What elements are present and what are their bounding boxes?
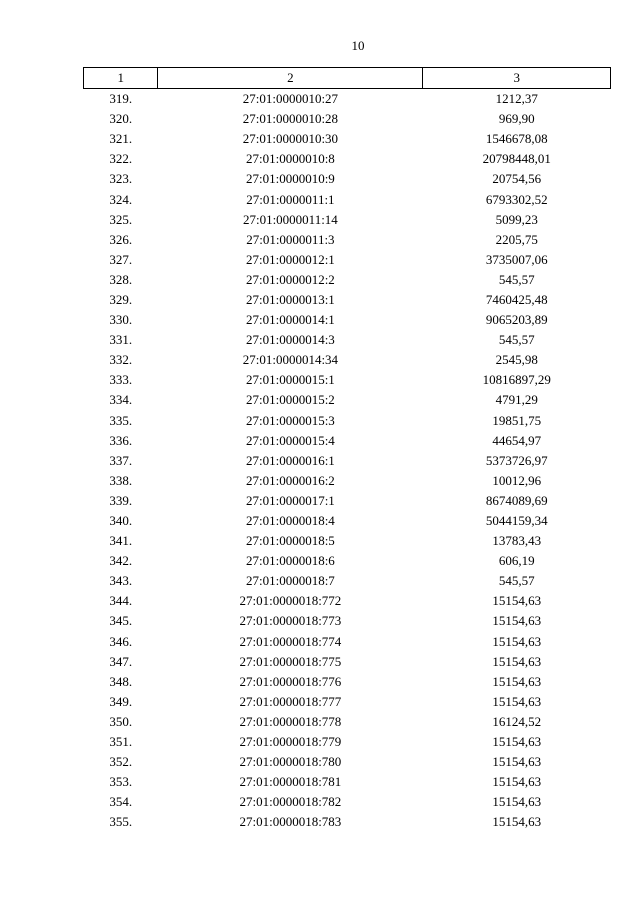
row-number-cell: 334.: [109, 392, 133, 408]
table-row: [84, 531, 611, 551]
cadastral-number-cell: 27:01:0000014:34: [242, 352, 339, 368]
row-number-cell: 332.: [109, 352, 133, 368]
row-number-cell: 337.: [109, 452, 133, 468]
cadastral-number-cell: 27:01:0000010:28: [242, 111, 339, 127]
value-cell: 5099,23: [495, 211, 538, 227]
value-cell: 5044159,34: [485, 513, 548, 529]
table-row: [84, 611, 611, 631]
row-number-cell: 339.: [109, 492, 133, 508]
cadastral-number-cell: 27:01:0000018:781: [239, 774, 342, 790]
cadastral-number-cell: 27:01:0000015:1: [245, 372, 335, 388]
table-row: [84, 792, 611, 812]
cadastral-number-cell: 27:01:0000010:8: [245, 151, 335, 167]
table-row: [84, 129, 611, 149]
cadastral-number-cell: 27:01:0000016:2: [245, 472, 335, 488]
table-row: [84, 511, 611, 531]
value-cell: 16124,52: [492, 713, 542, 729]
table-row: [84, 451, 611, 471]
cadastral-number-cell: 27:01:0000018:783: [239, 814, 342, 830]
cadastral-number-cell: 27:01:0000018:5: [245, 533, 335, 549]
row-number-cell: 355.: [109, 814, 133, 830]
value-cell: 6793302,52: [485, 191, 548, 207]
table-row: [84, 712, 611, 732]
table-row: [84, 250, 611, 270]
cadastral-number-cell: 27:01:0000017:1: [245, 492, 335, 508]
value-cell: 13783,43: [492, 533, 542, 549]
table-row: [84, 692, 611, 712]
value-cell: 15154,63: [492, 814, 542, 830]
row-number-cell: 338.: [109, 472, 133, 488]
value-cell: 8674089,69: [485, 492, 548, 508]
row-number-cell: 343.: [109, 573, 133, 589]
row-number-cell: 329.: [109, 291, 133, 307]
table-body: [84, 89, 611, 833]
value-cell: 545,57: [498, 332, 535, 348]
table-row: [84, 370, 611, 390]
row-number-cell: 327.: [109, 251, 133, 267]
value-cell: 2205,75: [495, 231, 538, 247]
cadastral-number-cell: 27:01:0000014:3: [245, 332, 335, 348]
row-number-cell: 323.: [109, 171, 133, 187]
row-number-cell: 331.: [109, 332, 133, 348]
cadastral-number-cell: 27:01:0000018:772: [239, 593, 342, 609]
cadastral-table: [83, 67, 611, 832]
value-cell: 9065203,89: [485, 312, 548, 328]
value-cell: 15154,63: [492, 774, 542, 790]
value-cell: 545,57: [498, 271, 535, 287]
table-row: [84, 330, 611, 350]
row-number-cell: 354.: [109, 794, 133, 810]
table-row: [84, 169, 611, 189]
cadastral-number-cell: 27:01:0000018:7: [245, 573, 335, 589]
table-row: [84, 149, 611, 169]
row-number-cell: 349.: [109, 693, 133, 709]
table-row: [84, 672, 611, 692]
value-cell: 20798448,01: [482, 151, 551, 167]
cadastral-number-cell: 27:01:0000018:778: [239, 713, 342, 729]
value-cell: 15154,63: [492, 613, 542, 629]
row-number-cell: 351.: [109, 734, 133, 750]
table-row: [84, 189, 611, 209]
row-number-cell: 353.: [109, 774, 133, 790]
cadastral-number-cell: 27:01:0000018:4: [245, 513, 335, 529]
cadastral-number-cell: 27:01:0000011:14: [242, 211, 338, 227]
row-number-cell: 326.: [109, 231, 133, 247]
value-cell: 3735007,06: [485, 251, 548, 267]
cadastral-number-cell: 27:01:0000013:1: [245, 291, 335, 307]
row-number-cell: 345.: [109, 613, 133, 629]
page-number: 10: [351, 38, 365, 53]
value-cell: 10816897,29: [482, 372, 551, 388]
table-row: [84, 591, 611, 611]
value-cell: 15154,63: [492, 794, 542, 810]
cadastral-number-cell: 27:01:0000018:779: [239, 734, 342, 750]
cadastral-number-cell: 27:01:0000010:9: [245, 171, 335, 187]
row-number-cell: 352.: [109, 754, 133, 770]
table-row: [84, 571, 611, 591]
table-row: [84, 290, 611, 310]
cadastral-number-cell: 27:01:0000010:30: [242, 131, 339, 147]
header-col-3: 3: [423, 68, 611, 89]
cadastral-number-cell: 27:01:0000018:775: [239, 653, 342, 669]
table-row: [84, 89, 611, 110]
value-cell: 1212,37: [495, 91, 538, 107]
value-cell: 15154,63: [492, 653, 542, 669]
row-number-cell: 344.: [109, 593, 133, 609]
value-cell: 1546678,08: [485, 131, 548, 147]
value-cell: 15154,63: [492, 593, 542, 609]
row-number-cell: 325.: [109, 211, 133, 227]
value-cell: 15154,63: [492, 734, 542, 750]
table-row: [84, 390, 611, 410]
cadastral-number-cell: 27:01:0000015:3: [245, 412, 335, 428]
table-row: [84, 109, 611, 129]
table-row: [84, 230, 611, 250]
cadastral-number-cell: 27:01:0000014:1: [245, 312, 335, 328]
header-row: [84, 68, 611, 89]
row-number-cell: 346.: [109, 633, 133, 649]
value-cell: 15154,63: [492, 673, 542, 689]
value-cell: 7460425,48: [485, 291, 548, 307]
cadastral-number-cell: 27:01:0000018:773: [239, 613, 342, 629]
value-cell: 15154,63: [492, 633, 542, 649]
row-number-cell: 340.: [109, 513, 133, 529]
table-row: [84, 732, 611, 752]
table-row: [84, 471, 611, 491]
row-number-cell: 342.: [109, 553, 133, 569]
table-row: [84, 411, 611, 431]
value-cell: 20754,56: [492, 171, 542, 187]
row-number-cell: 328.: [109, 271, 133, 287]
row-number-cell: 321.: [109, 131, 133, 147]
row-number-cell: 320.: [109, 111, 133, 127]
cadastral-number-cell: 27:01:0000012:1: [245, 251, 335, 267]
cadastral-number-cell: 27:01:0000015:4: [245, 432, 335, 448]
row-number-cell: 333.: [109, 372, 133, 388]
row-number-cell: 336.: [109, 432, 133, 448]
table-row: [84, 431, 611, 451]
cadastral-number-cell: 27:01:0000016:1: [245, 452, 335, 468]
table-row: [84, 270, 611, 290]
cadastral-number-cell: 27:01:0000018:776: [239, 673, 342, 689]
value-cell: 2545,98: [495, 352, 538, 368]
row-number-cell: 347.: [109, 653, 133, 669]
cadastral-number-cell: 27:01:0000011:3: [246, 231, 335, 247]
table-row: [84, 210, 611, 230]
table-row: [84, 632, 611, 652]
value-cell: 545,57: [498, 573, 535, 589]
header-col-1: 1: [84, 68, 158, 89]
cadastral-number-cell: 27:01:0000015:2: [245, 392, 335, 408]
table-row: [84, 310, 611, 330]
header-col-2: 2: [158, 68, 423, 89]
table-row: [84, 551, 611, 571]
value-cell: 19851,75: [492, 412, 542, 428]
value-cell: 606,19: [498, 553, 535, 569]
table-row: [84, 491, 611, 511]
table-header: [84, 68, 611, 89]
row-number-cell: 322.: [109, 151, 133, 167]
value-cell: 5373726,97: [485, 452, 548, 468]
table-row: [84, 772, 611, 792]
cadastral-number-cell: 27:01:0000018:780: [239, 754, 342, 770]
table-row: [84, 350, 611, 370]
value-cell: 15154,63: [492, 754, 542, 770]
value-cell: 44654,97: [492, 432, 542, 448]
row-number-cell: 350.: [109, 713, 133, 729]
row-number-cell: 335.: [109, 412, 133, 428]
cadastral-number-cell: 27:01:0000018:777: [239, 693, 342, 709]
cadastral-number-cell: 27:01:0000018:6: [245, 553, 335, 569]
table-row: [84, 812, 611, 832]
row-number-cell: 319.: [109, 91, 133, 107]
cadastral-number-cell: 27:01:0000012:2: [245, 271, 335, 287]
row-number-cell: 348.: [109, 673, 133, 689]
table-row: [84, 652, 611, 672]
row-number-cell: 330.: [109, 312, 133, 328]
cadastral-number-cell: 27:01:0000010:27: [242, 91, 339, 107]
table-row: [84, 752, 611, 772]
value-cell: 15154,63: [492, 693, 542, 709]
value-cell: 10012,96: [492, 472, 542, 488]
value-cell: 969,90: [498, 111, 535, 127]
cadastral-number-cell: 27:01:0000011:1: [246, 191, 335, 207]
value-cell: 4791,29: [495, 392, 538, 408]
cadastral-number-cell: 27:01:0000018:774: [239, 633, 342, 649]
row-number-cell: 341.: [109, 533, 133, 549]
cadastral-number-cell: 27:01:0000018:782: [239, 794, 342, 810]
row-number-cell: 324.: [109, 191, 133, 207]
